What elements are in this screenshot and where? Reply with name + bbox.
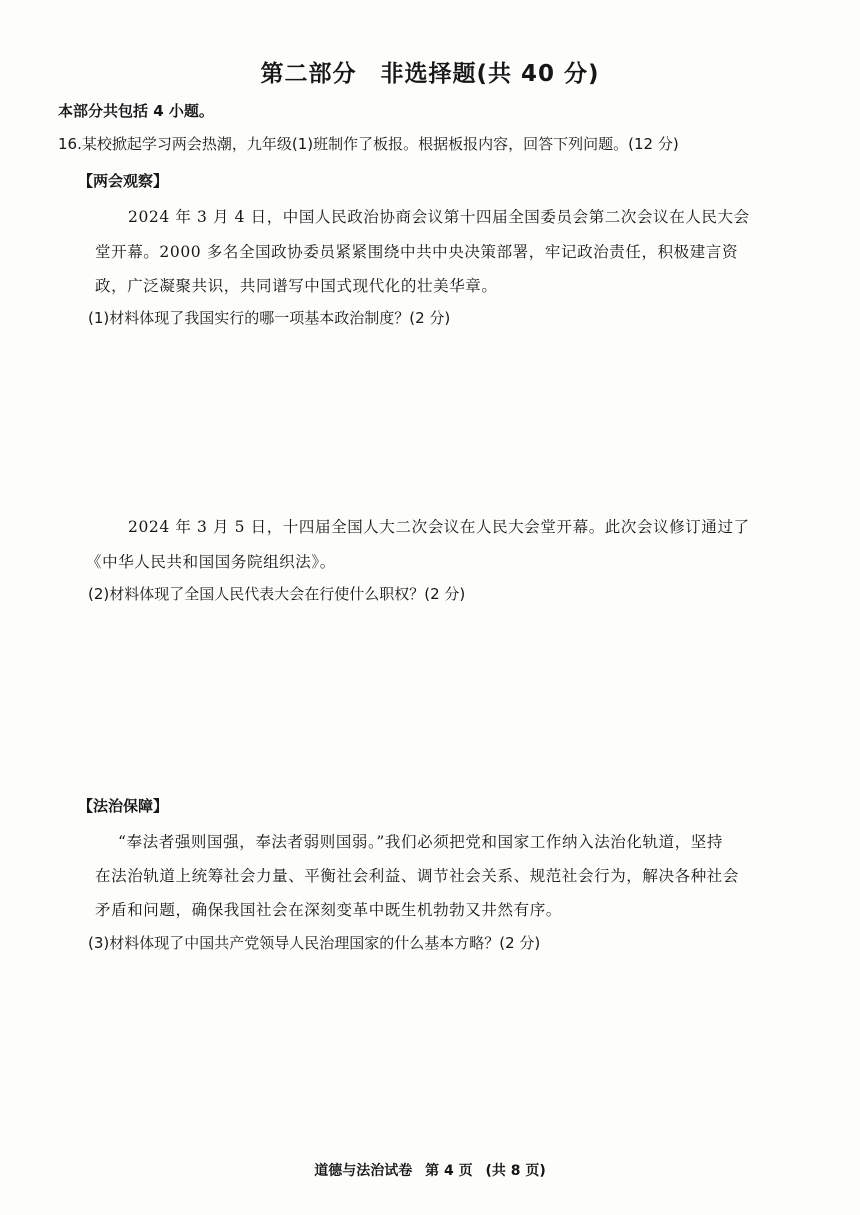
material2-line-1: 2024 年 3 月 5 日，十四届全国人大二次会议在人民大会堂开幕。此次会议修订通过了 xyxy=(128,518,750,536)
material1-line-2: 堂开幕。2000 多名全国政协委员紧紧围绕中共中央决策部署，牢记政治责任，积极建言资 xyxy=(95,243,739,261)
sub-question-3: (3)材料体现了中国共产党领导人民治理国家的什么基本方略？(2 分) xyxy=(88,934,541,952)
footer-total: (共 8 页) xyxy=(485,1163,546,1179)
footer-subject: 道德与法治试卷 xyxy=(314,1163,413,1179)
material3-line-3: 矛盾和问题，确保我国社会在深刻变革中既生机勃勃又井然有序。 xyxy=(95,901,562,919)
page-footer xyxy=(0,1160,860,1180)
sub-question-2: (2)材料体现了全国人民代表大会在行使什么职权？(2 分) xyxy=(88,585,466,603)
material1-line-1: 2024 年 3 月 4 日，中国人民政治协商会议第十四届全国委员会第二次会议在人民大会 xyxy=(128,208,750,226)
section-heading-two-sessions: 【两会观察】 xyxy=(78,172,169,190)
material3-line-2: 在法治轨道上统筹社会力量、平衡社会利益、调节社会关系、规范社会行为，解决各种社会 xyxy=(95,867,740,885)
footer-page: 第 4 页 xyxy=(425,1163,473,1179)
question-stem: 16.某校掀起学习两会热潮，九年级(1)班制作了板报。根据板报内容，回答下列问题。(12 分) xyxy=(58,135,679,153)
section-heading-rule-of-law: 【法治保障】 xyxy=(78,797,169,815)
part-title: 第二部分 非选择题(共 40 分) xyxy=(260,61,600,87)
intro-text: 本部分共包括 4 小题。 xyxy=(58,102,214,120)
material2-line-2: 《中华人民共和国国务院组织法》。 xyxy=(86,553,336,571)
material1-line-3: 政，广泛凝聚共识，共同谱写中国式现代化的壮美华章。 xyxy=(95,277,498,295)
sub-question-1: (1)材料体现了我国实行的哪一项基本政治制度？(2 分) xyxy=(88,309,451,327)
material3-line-1: “奉法者强则国强，奉法者弱则国弱。”我们必须把党和国家工作纳入法治化轨道，坚持 xyxy=(118,833,724,851)
